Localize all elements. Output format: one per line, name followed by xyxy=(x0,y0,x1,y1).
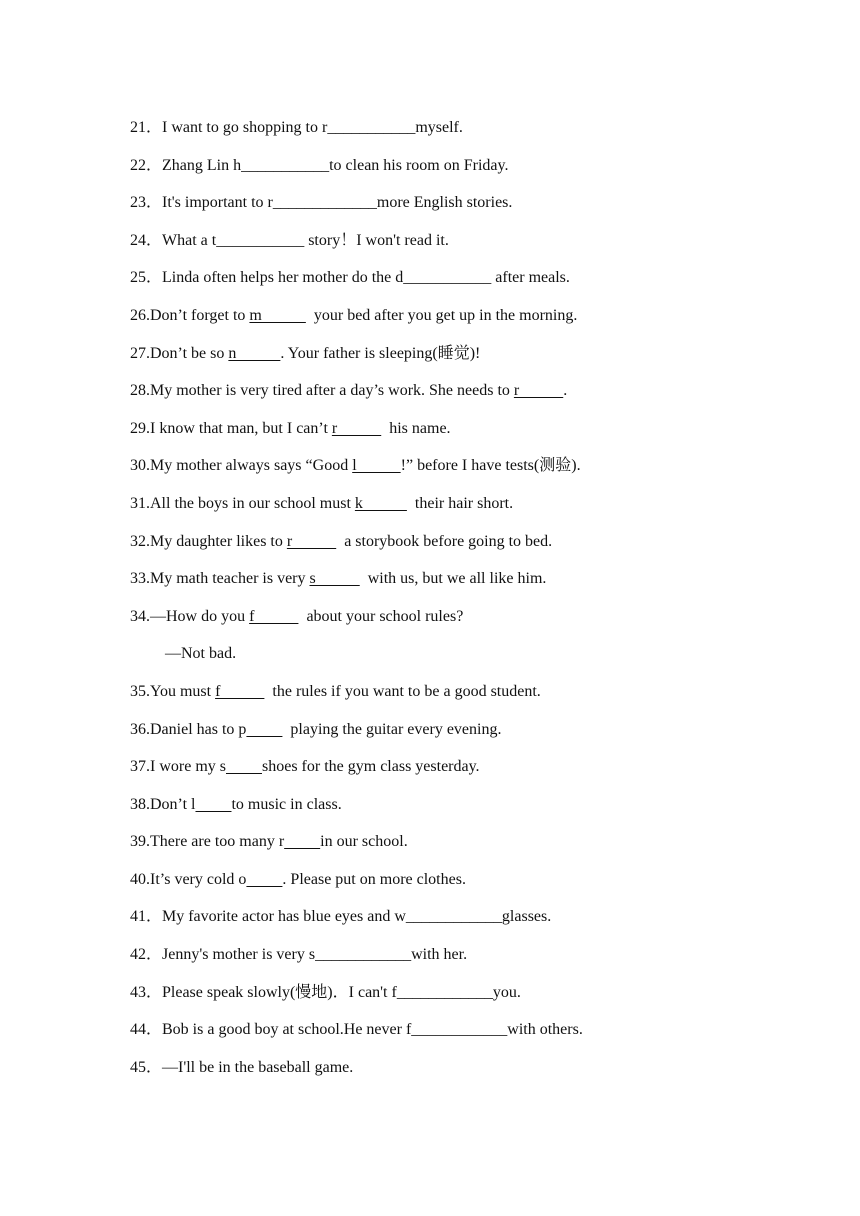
exercise-text: 34.—How do you xyxy=(130,607,250,625)
exercise-text: with us, but we all like him. xyxy=(359,570,547,588)
exercise-text: !” before I have tests(测验). xyxy=(400,457,581,475)
exercise-item xyxy=(130,718,830,756)
answer-blank xyxy=(246,721,282,738)
exercise-item xyxy=(130,229,830,267)
exercise-item xyxy=(130,567,830,605)
exercise-text: a storybook before going to bed. xyxy=(336,532,553,550)
exercise-text: 45．—I'll be in the baseball game. xyxy=(130,1058,354,1076)
answer-blank: r xyxy=(513,382,564,400)
exercise-item xyxy=(130,154,830,192)
exercise-text: the rules if you want to be a good student. xyxy=(264,682,541,700)
exercise-item xyxy=(130,492,830,530)
exercise-text: 23．It's important to r_____________more English stories. xyxy=(130,194,513,212)
exercise-item xyxy=(130,116,830,154)
exercise-text: 39.There are too many r xyxy=(130,833,285,851)
exercise-text: 25．Linda often helps her mother do the d___________ after meals. xyxy=(130,269,570,287)
exercise-list xyxy=(130,116,830,1093)
exercise-item xyxy=(130,680,830,718)
exercise-item xyxy=(130,943,830,981)
answer-blank xyxy=(246,871,282,888)
exercise-text: 37.I wore my s xyxy=(130,758,226,776)
exercise-text: 43．Please speak slowly(慢地)．I can't f____________you. xyxy=(130,983,521,1001)
exercise-text: 35.You must xyxy=(130,682,216,700)
exercise-text: 28.My mother is very tired after a day’s work. She needs to xyxy=(130,382,514,400)
exercise-item xyxy=(130,868,830,906)
answer-blank: f xyxy=(215,682,265,700)
exercise-item xyxy=(130,379,830,417)
exercise-text: 38.Don’t l xyxy=(130,795,196,813)
exercise-text: 31.All the boys in our school must xyxy=(130,494,355,512)
exercise-text: 27.Don’t be so xyxy=(130,344,229,362)
exercise-text: 41．My favorite actor has blue eyes and w____________glasses. xyxy=(130,908,552,926)
exercise-item xyxy=(130,981,830,1019)
exercise-item xyxy=(130,530,830,568)
exercise-text: in our school. xyxy=(320,833,408,851)
exercise-text: . Your father is sleeping(睡觉)! xyxy=(280,344,481,362)
exercise-text: about your school rules? xyxy=(298,607,464,625)
exercise-item xyxy=(130,266,830,304)
exercise-text: 36.Daniel has to p xyxy=(130,720,247,738)
exercise-text: their hair short. xyxy=(406,494,514,512)
exercise-item xyxy=(130,605,830,643)
answer-blank: s xyxy=(309,570,360,588)
answer-blank: m xyxy=(249,306,306,324)
exercise-text: 44．Bob is a good boy at school.He never f____________with others. xyxy=(130,1021,583,1039)
exercise-text: to music in class. xyxy=(231,795,342,813)
exercise-answer-line xyxy=(130,642,830,680)
exercise-text: 22．Zhang Lin h___________to clean his room on Friday. xyxy=(130,156,509,174)
exercise-item xyxy=(130,191,830,229)
answer-blank: r xyxy=(331,419,382,437)
exercise-text: 24．What a t___________ story！I won't read it. xyxy=(130,231,449,249)
answer-blank: r xyxy=(286,532,337,550)
exercise-text: your bed after you get up in the morning. xyxy=(305,306,578,324)
exercise-text: 29.I know that man, but I can’t xyxy=(130,419,332,437)
exercise-text: 30.My mother always says “Good xyxy=(130,457,353,475)
answer-blank: k xyxy=(354,494,407,512)
answer-blank: n xyxy=(228,344,281,362)
exercise-text: 26.Don’t forget to xyxy=(130,306,250,324)
exercise-text: 33.My math teacher is very xyxy=(130,570,310,588)
answer-blank xyxy=(195,796,231,813)
answer-blank: l xyxy=(352,457,401,475)
exercise-item xyxy=(130,1056,830,1094)
answer-blank: f xyxy=(249,607,299,625)
exercise-text: playing the guitar every evening. xyxy=(282,720,502,738)
exercise-item xyxy=(130,417,830,455)
exercise-item xyxy=(130,830,830,868)
exercise-item xyxy=(130,454,830,492)
exercise-item xyxy=(130,793,830,831)
exercise-text: shoes for the gym class yesterday. xyxy=(261,758,480,776)
exercise-item xyxy=(130,755,830,793)
answer-blank xyxy=(284,833,320,850)
exercise-text: 32.My daughter likes to xyxy=(130,532,287,550)
exercise-text: . xyxy=(563,382,568,400)
exercise-item xyxy=(130,304,830,342)
exercise-text: 21．I want to go shopping to r___________myself. xyxy=(130,119,463,136)
exercise-text: his name. xyxy=(381,419,451,437)
answer-blank xyxy=(226,758,262,775)
exercise-text: . Please put on more clothes. xyxy=(282,870,466,888)
exercise-item xyxy=(130,905,830,943)
exercise-text: 40.It’s very cold o xyxy=(130,870,247,888)
exercise-text: —Not bad. xyxy=(165,645,237,663)
exercise-item xyxy=(130,1018,830,1056)
exercise-text: 42．Jenny's mother is very s____________with her. xyxy=(130,946,468,964)
exercise-item xyxy=(130,342,830,380)
